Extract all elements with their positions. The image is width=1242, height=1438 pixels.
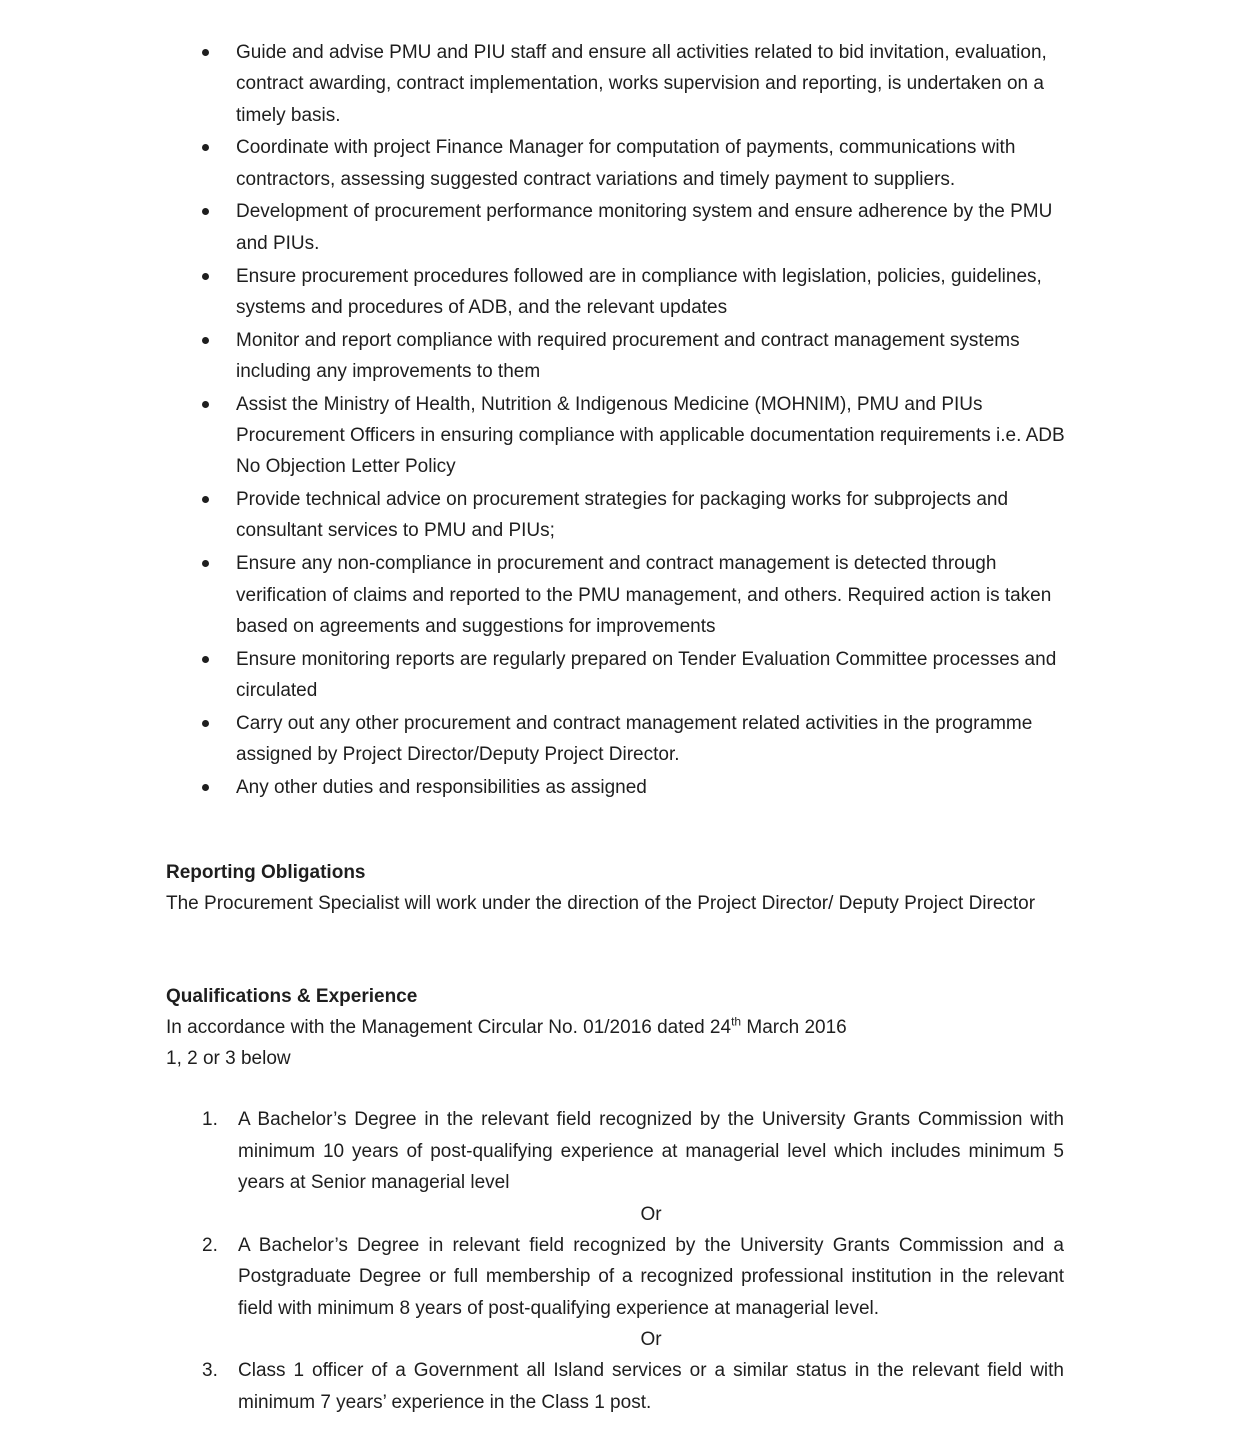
bullet-icon xyxy=(202,273,209,280)
list-item-text: A Bachelor’s Degree in the relevant field recognized by the University Grants Commission with minimum 10 years of post-qualifying experience at managerial level which includes minimum 5 years at Senior managerial level xyxy=(238,1109,1064,1193)
list-item xyxy=(196,261,1076,324)
list-item xyxy=(196,484,1076,547)
list-item xyxy=(196,325,1076,388)
list-item xyxy=(196,772,1076,803)
list-item-text: Carry out any other procurement and contract management related activities in the programme assigned by Project Director/Deputy Project Director. xyxy=(236,712,1033,766)
bullet-icon xyxy=(202,560,209,567)
bullet-icon xyxy=(202,656,209,663)
qualifications-heading: Qualifications & Experience xyxy=(166,986,418,1007)
list-item xyxy=(196,1104,1064,1199)
intro-text-end: March 2016 xyxy=(741,1017,847,1038)
list-item xyxy=(196,37,1076,131)
intro-superscript: th xyxy=(731,1014,742,1029)
list-item-text: Class 1 officer of a Government all Island services or a similar status in the relevant field with minimum 7 years’ experience in the Class 1 post. xyxy=(238,1360,1064,1413)
list-item-text: Ensure any non-compliance in procurement and contract management is detected through verification of claims and reported to the PMU management, and others. Required action is taken based on agreements and suggestions for improvements xyxy=(236,553,1052,637)
list-item xyxy=(196,1230,1064,1325)
list-item xyxy=(196,196,1076,259)
list-item-text: Coordinate with project Finance Manager for computation of payments, communications with contractors, assessing suggested contract variations and timely payment to suppliers. xyxy=(236,137,1016,190)
list-item xyxy=(196,644,1076,707)
reporting-section xyxy=(166,857,1066,919)
reporting-heading: Reporting Obligations xyxy=(166,862,366,883)
list-number: 2. xyxy=(202,1234,218,1256)
list-number: 3. xyxy=(202,1360,218,1381)
list-number: 1. xyxy=(202,1109,218,1130)
list-item-text: Assist the Ministry of Health, Nutrition & Indigenous Medicine (MOHNIM), PMU and PIUs Procurement Officers in ensuring compliance with applicable documentation requirements i.e. ADB No Objection Letter Policy xyxy=(236,393,1065,478)
bullet-icon xyxy=(202,720,209,727)
bullet-icon xyxy=(202,401,209,408)
bullet-icon xyxy=(202,208,209,215)
qualifications-list xyxy=(196,1104,1064,1418)
list-item-text: Provide technical advice on procurement strategies for packaging works for subprojects and consultant services to PMU and PIUs; xyxy=(236,489,1009,542)
or-separator: Or xyxy=(640,1329,662,1350)
responsibilities-list xyxy=(196,37,1076,805)
list-item-text: Ensure procurement procedures followed are in compliance with legislation, policies, guidelines, systems and procedures of ADB, and the relevant updates xyxy=(236,265,1042,318)
intro-text: In accordance with the Management Circular No. 01/2016 dated 24 xyxy=(166,1017,732,1038)
reporting-text: The Procurement Specialist will work under the direction of the Project Director/ Deputy Project Director xyxy=(166,893,1036,914)
bullet-icon xyxy=(202,337,209,344)
list-item-text: Development of procurement performance monitoring system and ensure adherence by the PMU and PIUs. xyxy=(236,201,1053,254)
bullet-icon xyxy=(202,49,209,56)
qualifications-intro xyxy=(166,1012,1066,1043)
list-item xyxy=(196,1355,1064,1418)
qualifications-options: 1, 2 or 3 below xyxy=(166,1048,291,1069)
list-item-text: A Bachelor’s Degree in relevant field recognized by the University Grants Commission and a Postgraduate Degree or full membership of a recognized professional institution in the relevant field with minimum 8 years of post-qualifying experience at managerial level. xyxy=(238,1234,1064,1319)
list-item xyxy=(196,132,1076,195)
list-item-text: Ensure monitoring reports are regularly prepared on Tender Evaluation Committee processes and circulated xyxy=(236,648,1057,701)
list-item-text: Any other duties and responsibilities as assigned xyxy=(236,776,647,798)
qualifications-section xyxy=(166,981,1066,1074)
or-separator: Or xyxy=(640,1203,662,1225)
bullet-icon xyxy=(202,144,209,151)
bullet-icon xyxy=(202,496,209,503)
list-item-text: Guide and advise PMU and PIU staff and ensure all activities related to bid invitation, evaluation, contract awarding, contract implementation, works supervision and reporting, is undertaken on a timely basis. xyxy=(236,42,1047,126)
bullet-icon xyxy=(202,784,209,791)
list-item-text: Monitor and report compliance with required procurement and contract management systems including any improvements to them xyxy=(236,329,1020,382)
list-item xyxy=(196,548,1076,642)
list-item xyxy=(196,389,1076,483)
list-item xyxy=(196,708,1076,771)
